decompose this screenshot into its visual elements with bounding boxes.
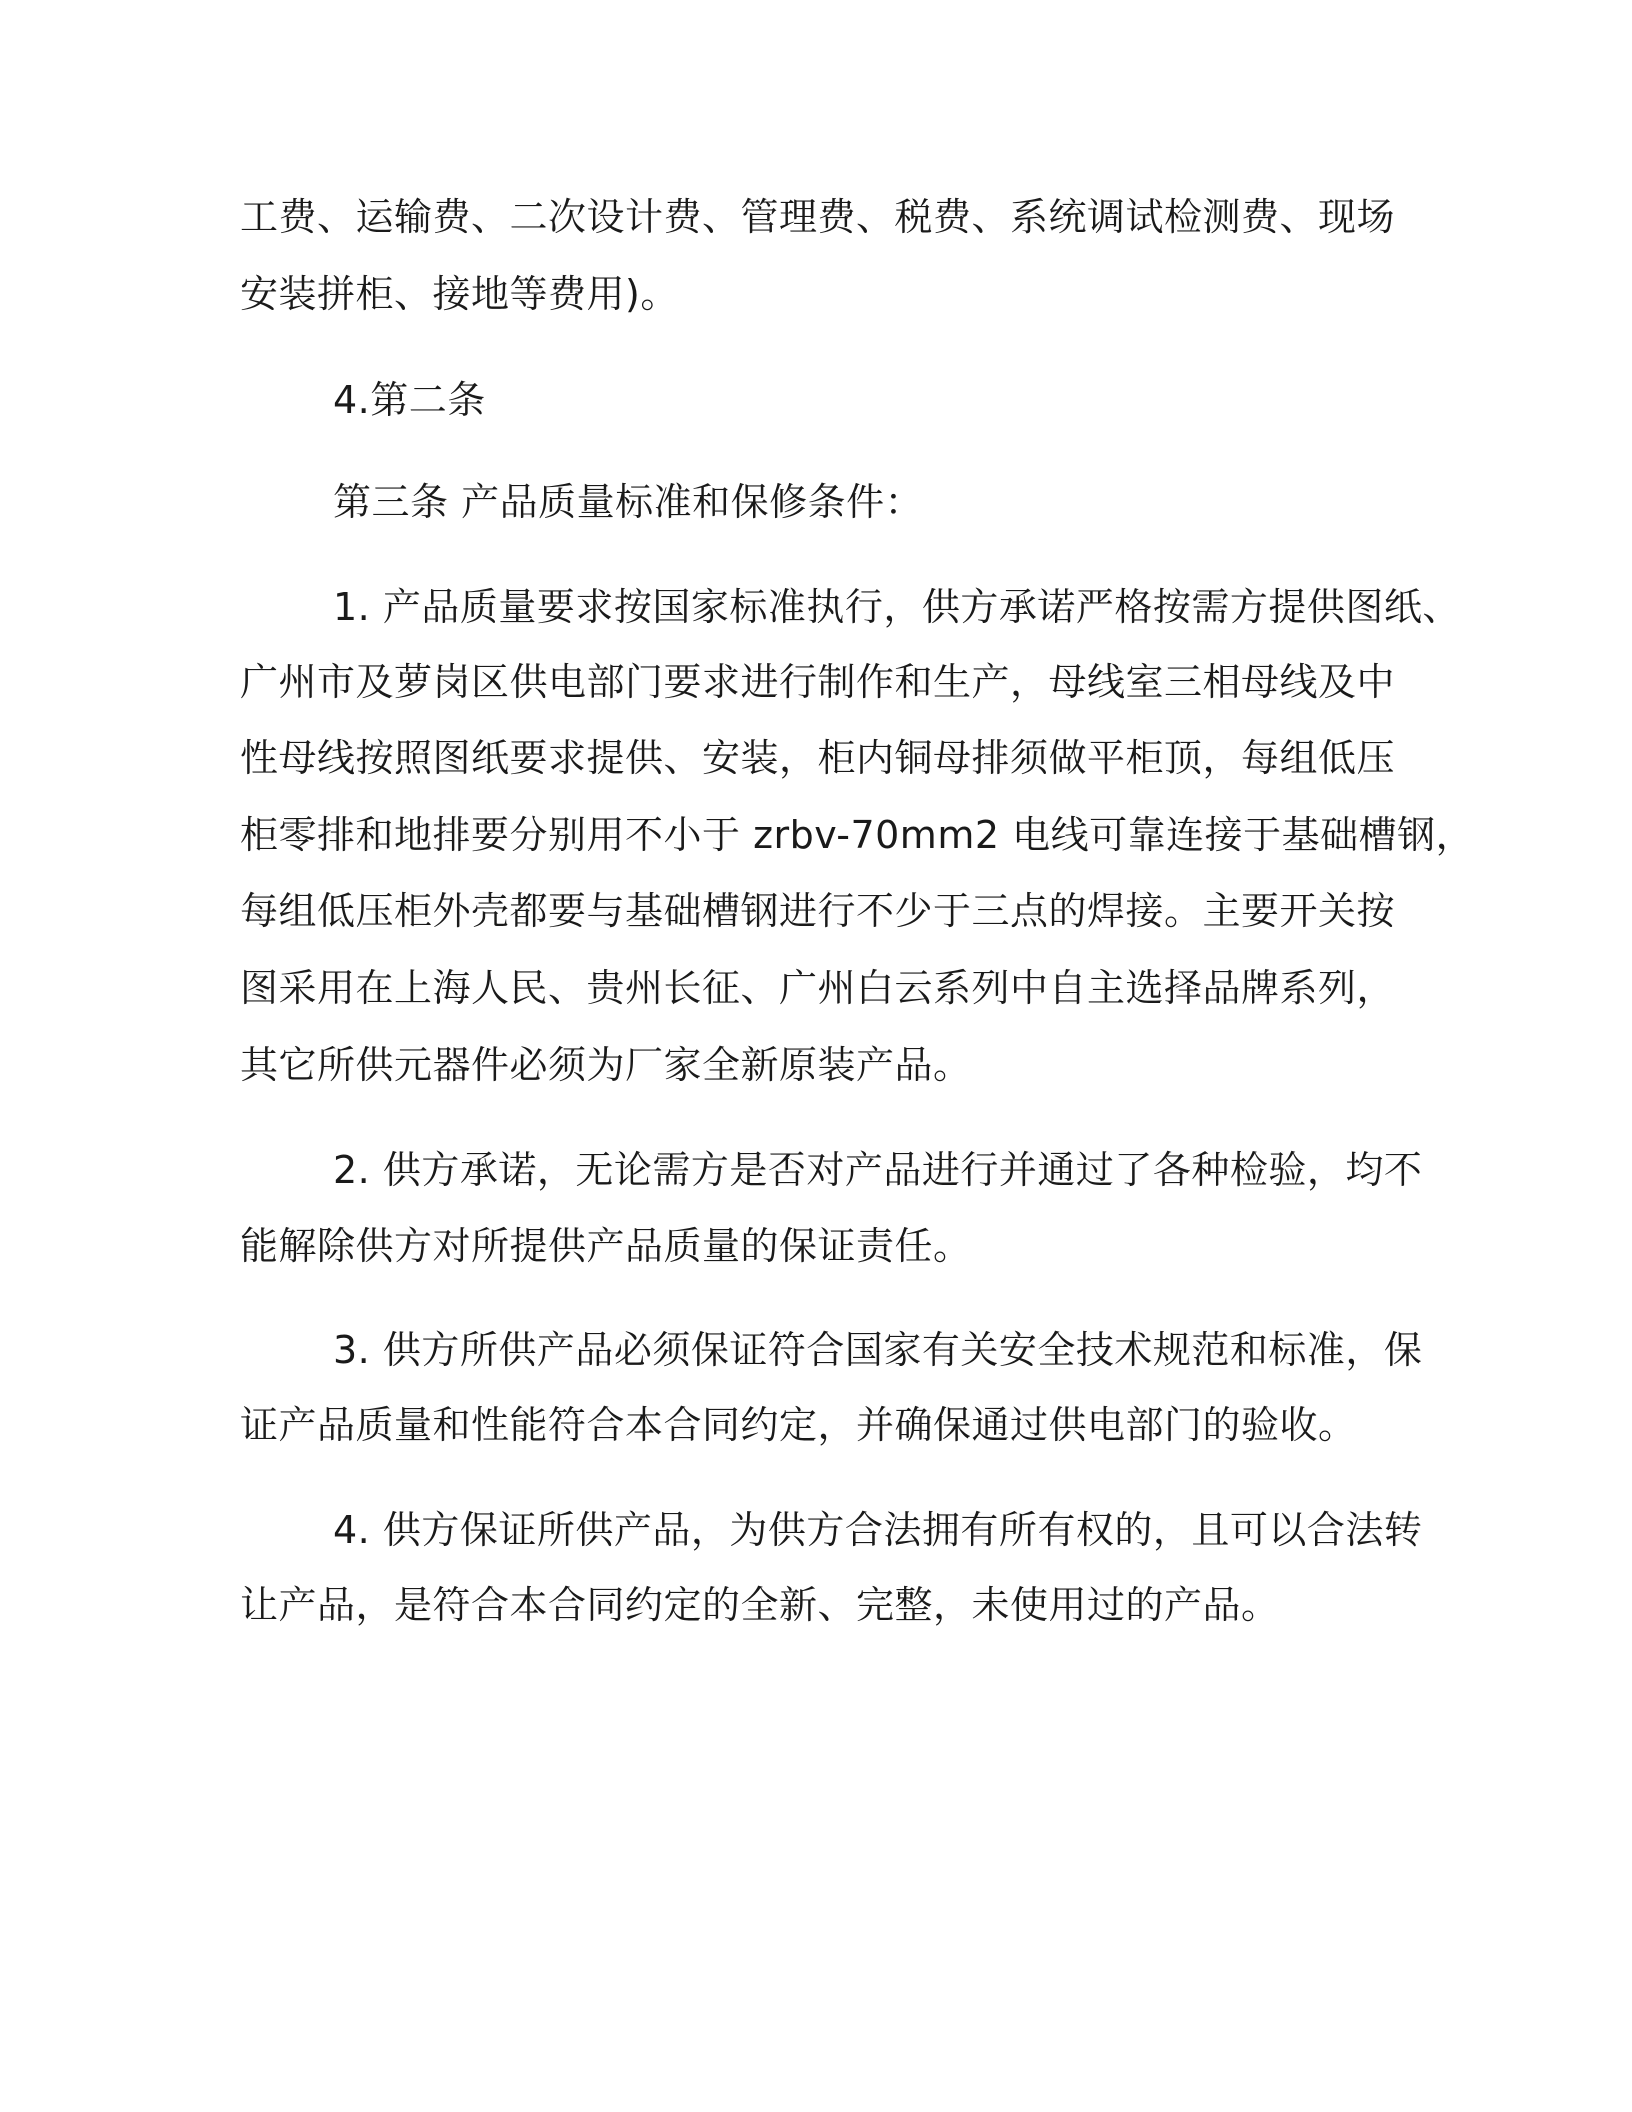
clause-heading: 4.第二条 — [333, 378, 486, 422]
text-line: 4. 供方保证所供产品，为供方合法拥有所有权的，且可以合法转 — [333, 1508, 1423, 1552]
text-line: 每组低压柜外壳都要与基础槽钢进行不少于三点的焊接。主要开关按 — [240, 889, 1396, 933]
text-line: 广州市及萝岗区供电部门要求进行制作和生产，母线室三相母线及中 — [240, 660, 1396, 704]
text-line: 2. 供方承诺，无论需方是否对产品进行并通过了各种检验，均不 — [333, 1148, 1423, 1192]
text-line: 工费、运输费、二次设计费、管理费、税费、系统调试检测费、现场 — [240, 195, 1396, 239]
text-line: 图采用在上海人民、贵州长征、广州白云系列中自主选择品牌系列， — [240, 966, 1396, 1010]
text-line: 性母线按照图纸要求提供、安装，柜内铜母排须做平柜顶，每组低压 — [240, 736, 1396, 780]
text-line: 柜零排和地排要分别用不小于 zrbv-70mm2 电线可靠连接于基础槽钢， — [240, 813, 1475, 857]
text-line: 能解除供方对所提供产品质量的保证责任。 — [240, 1224, 972, 1268]
text-line: 证产品质量和性能符合本合同约定，并确保通过供电部门的验收。 — [240, 1403, 1357, 1447]
text-line: 安装拼柜、接地等费用)。 — [240, 272, 679, 316]
text-line: 3. 供方所供产品必须保证符合国家有关安全技术规范和标准，保 — [333, 1328, 1423, 1372]
text-line: 其它所供元器件必须为厂家全新原装产品。 — [240, 1043, 972, 1087]
text-line: 1. 产品质量要求按国家标准执行，供方承诺严格按需方提供图纸、 — [333, 585, 1461, 629]
section-heading: 第三条 产品质量标准和保修条件： — [333, 480, 924, 524]
text-line: 让产品，是符合本合同约定的全新、完整，未使用过的产品。 — [240, 1583, 1280, 1627]
